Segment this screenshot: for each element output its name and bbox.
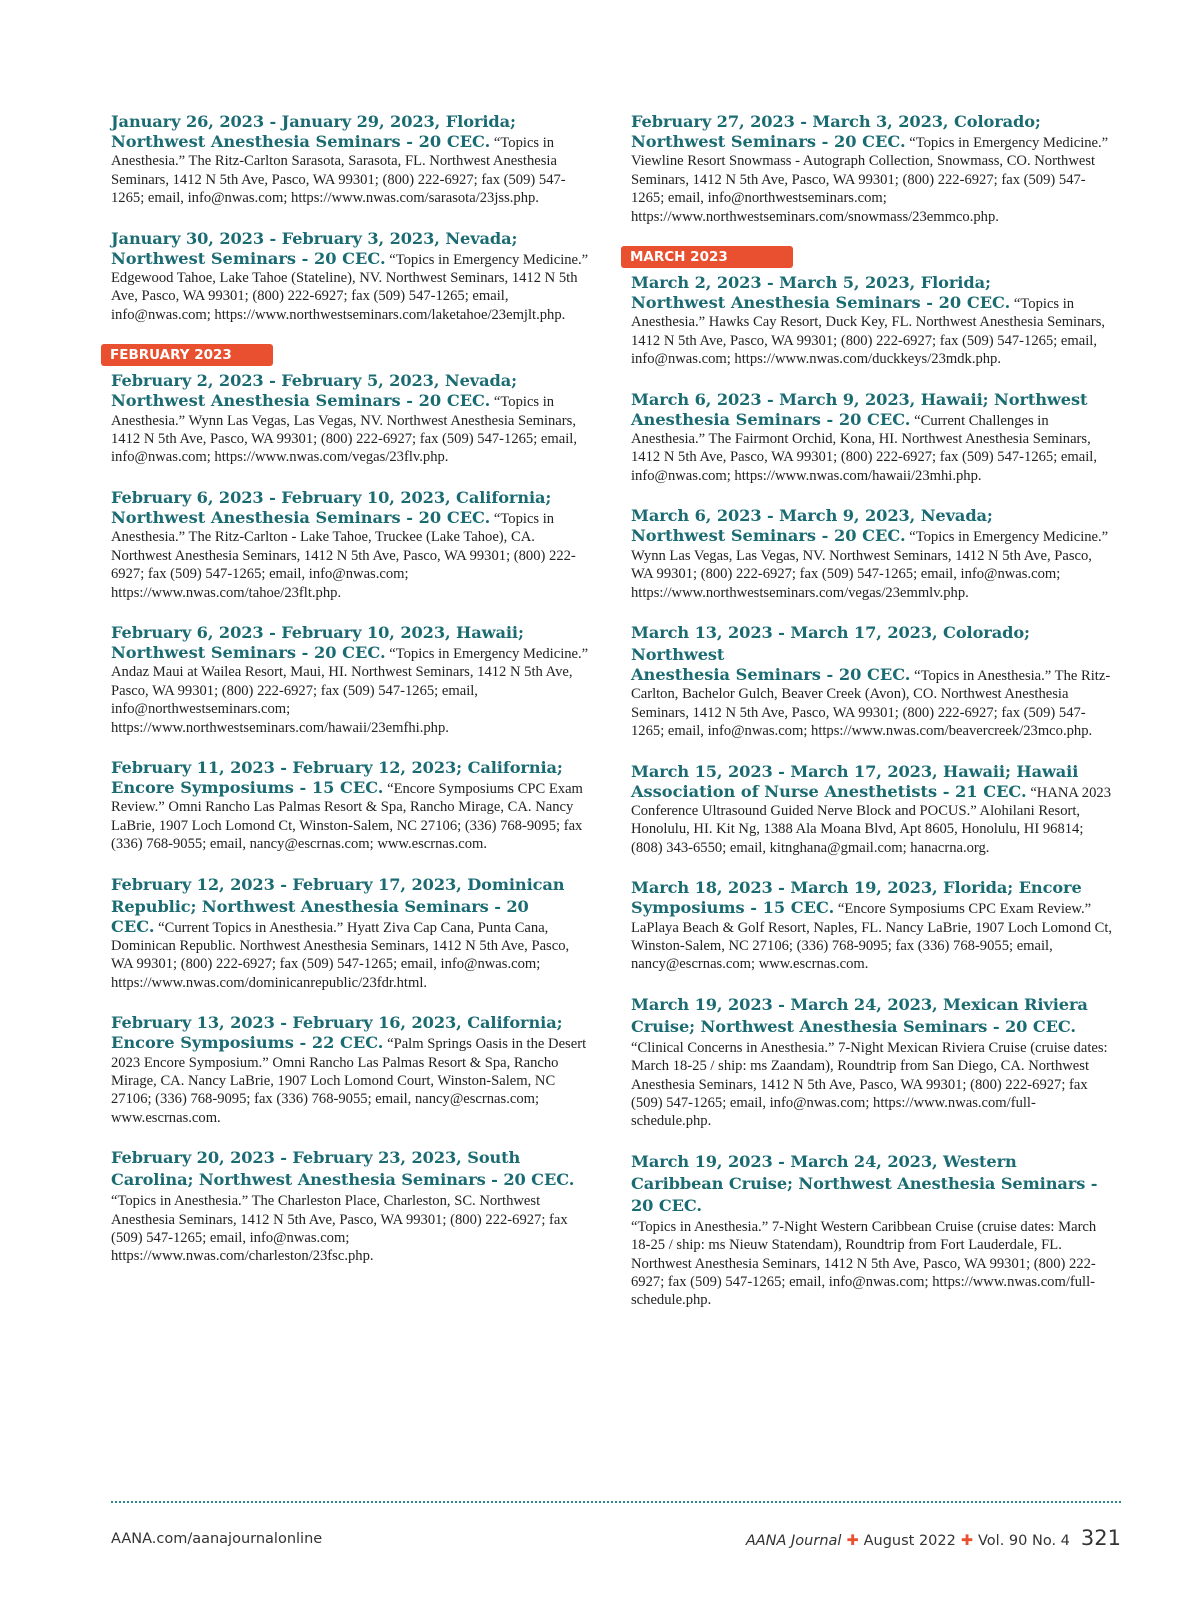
event-entry: [631, 877, 1113, 974]
event-description: “Topics in Anesthesia.” 7-Night Western Caribbean Cruise (cruise dates: March 18-25 / ship: ms Nieuw Statendam), Roundtrip from Fort Lauderdale, FL. Northwest Anesthesia Seminars, 1412 N 5th Ave, Pasco, WA 99301; (800) 222-6927; fax (509) 547-1265; email, info@nwas.com; https://www.nwas.com/full-schedule.php.: [631, 1218, 1097, 1309]
event-details: [111, 779, 593, 854]
event-heading: February 27, 2023 - March 3, 2023, Colorado;: [631, 112, 1041, 131]
event-heading: March 19, 2023 - March 24, 2023, Mexican Riviera Cruise; Northwest Anesthesia Seminars - 20 CEC.: [631, 994, 1088, 1036]
right-column: [631, 111, 1113, 1330]
event-description: “Current Challenges in Anesthesia.” The Fairmont Orchid, Kona, HI. Northwest Anesthesia Seminars, 1412 N 5th Ave, Pasco, WA 99301; (800) 222-6927; fax (509) 547-1265; email, info@nwas.com; https://www.nwas.com/hawaii/23mhi.php.: [631, 412, 1097, 484]
event-entry: [631, 111, 1113, 226]
event-provider: Association of Nurse Anesthetists - 21 CEC.: [631, 781, 1027, 801]
event-heading: March 18, 2023 - March 19, 2023, Florida; Encore: [631, 878, 1082, 898]
event-provider: Northwest Seminars - 20 CEC.: [631, 132, 906, 151]
event-heading: March 6, 2023 - March 9, 2023, Nevada;: [631, 506, 993, 526]
event-description: “Topics in Anesthesia.” Wynn Las Vegas, Las Vegas, NV. Northwest Anesthesia Seminars, 1412 N 5th Ave, Pasco, WA 99301; (800) 222-6927; fax (509) 547-1265; email, info@nwas.com; https://www.nwas.com/vegas/23flv.php.: [111, 394, 577, 466]
event-entry: [631, 761, 1113, 858]
event-description: “Clinical Concerns in Anesthesia.” 7-Night Mexican Riviera Cruise (cruise dates: March 18-25 / ship: ms Zaandam), Roundtrip from San Diego, CA. Northwest Anesthesia Seminars, 1412 N 5th Ave, Pasco, WA 99301; (800) 222-6927; fax (509) 547-1265; email, info@nwas.com; https://www.nwas.com/full-schedule.php.: [631, 1039, 1108, 1130]
event-details: [111, 509, 593, 602]
event-entry: [111, 1012, 593, 1127]
event-provider: Anesthesia Seminars - 20 CEC.: [631, 664, 911, 684]
event-heading: February 6, 2023 - February 10, 2023, California;: [111, 487, 552, 507]
event-entry: [111, 622, 593, 737]
event-entry: [631, 272, 1113, 369]
event-heading: February 20, 2023 - February 23, 2023, South Carolina; Northwest Anesthesia Seminars - 20 CEC.: [111, 1148, 575, 1190]
event-heading: March 13, 2023 - March 17, 2023, Colorado; Northwest: [631, 622, 1030, 664]
event-description: “Topics in Anesthesia.” The Ritz-Carlton Sarasota, Sarasota, FL. Northwest Anesthesia Seminars, 1412 N 5th Ave, Pasco, WA 99301; (800) 222-6927; fax (509) 547-1265; email, info@nwas.com; https://www.nwas.com/sarasota/23jss.php.: [111, 135, 566, 207]
event-description: “Topics in Anesthesia.” The Charleston Place, Charleston, SC. Northwest Anesthesia Seminars, 1412 N 5th Ave, Pasco, WA 99301; (800) 222-6927; fax (509) 547-1265; email, info@nwas.com; https://www.nwas.com/charleston/23fsc.php.: [111, 1193, 568, 1265]
event-details: [631, 411, 1113, 486]
event-description: “HANA 2023 Conference Ultrasound Guided Nerve Block and POCUS.” Alohilani Resort, Honolulu, HI. Kit Ng, 1388 Ala Moana Blvd, Apt 8605, Honolulu, HI 96814; (808) 343-6550; email, kitnghana@gmail.com; hanacrna.org.: [631, 784, 1111, 856]
event-provider: Symposiums - 15 CEC.: [631, 898, 835, 918]
footer-site-link[interactable]: AANA.com/aanajournalonline: [111, 1531, 323, 1547]
event-provider: Northwest Seminars - 20 CEC.: [111, 642, 386, 662]
event-details: [631, 1217, 1113, 1310]
event-details: [631, 899, 1113, 974]
event-heading: February 6, 2023 - February 10, 2023, Hawaii;: [111, 622, 524, 642]
event-details: [111, 392, 593, 467]
event-description: “Topics in Anesthesia.” Hawks Cay Resort, Duck Key, FL. Northwest Anesthesia Seminars, 1412 N 5th Ave, Pasco, WA 99301; (800) 222-6927; fax (509) 547-1265; email, info@nwas.com; https://www.nwas.com/duckkeys/23mdk.php.: [631, 296, 1106, 368]
event-entry: [631, 505, 1113, 602]
event-provider: Northwest Anesthesia Seminars - 20 CEC.: [111, 132, 491, 151]
event-heading: March 15, 2023 - March 17, 2023, Hawaii; Hawaii: [631, 761, 1079, 781]
event-description: “Topics in Emergency Medicine.” Edgewood Tahoe, Lake Tahoe (Stateline), NV. Northwest Seminars, 1412 N 5th Ave, Pasco, WA 99301; (800) 222-6927; fax (509) 547-1265; email, info@nwas.com; https://www.northwestseminars.com/laketahoe/23emjlt.php.: [111, 251, 589, 323]
event-details: [111, 250, 593, 325]
event-entry: [631, 389, 1113, 486]
event-details: [631, 527, 1113, 602]
left-column: [111, 111, 593, 1286]
event-description: “Topics in Emergency Medicine.” Viewline Resort Snowmass - Autograph Collection, Snowmass, CO. Northwest Seminars, 1412 N 5th Ave, Pasco, WA 99301; (800) 222-6927; fax (509) 547-1265; email, info@northwestseminars.com; https://www.northwestseminars.com/snowmass/23emmco.php.: [631, 135, 1109, 225]
event-description: “Topics in Anesthesia.” The Ritz-Carlton, Bachelor Gulch, Beaver Creek (Avon), CO. Northwest Anesthesia Seminars, 1412 N 5th Ave, Pasco, WA 99301; (800) 222-6927; fax (509) 547-1265; email, info@nwas.com; https://www.nwas.com/beavercreek/23mco.php.: [631, 667, 1111, 740]
event-description: “Encore Symposiums CPC Exam Review.” LaPlaya Beach & Golf Resort, Naples, FL. Nancy LaBrie, 1907 Loch Lomond Ct, Winston-Salem, NC 27106; (336) 768-9095; fax (336) 768-9055; email, nancy@escrnas.com; www.escrnas.com.: [631, 901, 1113, 973]
event-heading: January 30, 2023 - February 3, 2023, Nevada;: [111, 228, 518, 248]
event-entry: [631, 1151, 1113, 1310]
footer-journal-info: [746, 1526, 1121, 1550]
event-details: [631, 1038, 1113, 1131]
event-provider: Northwest Anesthesia Seminars - 20 CEC.: [111, 391, 491, 411]
plus-separator-icon: ✚: [960, 1533, 974, 1549]
event-entry: [631, 622, 1113, 741]
event-provider: Northwest Anesthesia Seminars - 20 CEC.: [111, 507, 491, 527]
event-heading: March 6, 2023 - March 9, 2023, Hawaii; Northwest: [631, 389, 1088, 409]
event-provider: Northwest Seminars - 20 CEC.: [631, 526, 906, 546]
event-entry: [111, 757, 593, 854]
event-details: [631, 666, 1113, 741]
volume-number: Vol. 90 No. 4: [978, 1533, 1070, 1549]
event-entry: [111, 487, 593, 602]
event-description: “Current Topics in Anesthesia.” Hyatt Ziva Cap Cana, Punta Cana, Dominican Republic. Northwest Anesthesia Seminars, 1412 N 5th Ave, Pasco, WA 99301; (800) 222-6927; fax (509) 547-1265; email, info@nwas.com; https://www.nwas.com/dominicanrepublic/23fdr.html.: [111, 919, 570, 991]
event-details: [111, 644, 593, 737]
event-heading: February 2, 2023 - February 5, 2023, Nevada;: [111, 371, 517, 391]
event-entry: [631, 994, 1113, 1131]
event-description: “Topics in Emergency Medicine.” Wynn Las Vegas, Las Vegas, NV. Northwest Seminars, 1412 N 5th Ave, Pasco, WA 99301; (800) 222-6927; fax (509) 547-1265; email, info@nwas.com; https://www.northwestseminars.com/vegas/23emmlv.php.: [631, 529, 1109, 601]
event-provider: CEC.: [111, 916, 155, 936]
journal-name: AANA Journal: [745, 1533, 842, 1549]
event-provider: Encore Symposiums - 22 CEC.: [111, 1033, 384, 1053]
event-description: “Topics in Emergency Medicine.” Andaz Maui at Wailea Resort, Maui, HI. Northwest Seminars, 1412 N 5th Ave, Pasco, WA 99301; (800) 222-6927; fax (509) 547-1265; email, info@northwestseminars.com; https://www.northwestseminars.com/hawaii/23emfhi.php.: [111, 645, 589, 736]
footer-dotted-rule: [111, 1501, 1121, 1503]
event-heading: March 2, 2023 - March 5, 2023, Florida;: [631, 273, 991, 293]
event-details: [631, 783, 1113, 858]
event-details: [631, 294, 1113, 369]
plus-separator-icon: ✚: [846, 1533, 859, 1549]
event-entry: [111, 1147, 593, 1266]
event-description: “Topics in Anesthesia.” The Ritz-Carlton - Lake Tahoe, Truckee (Lake Tahoe), CA. Northwest Anesthesia Seminars, 1412 N 5th Ave, Pasco, WA 99301; (800) 222-6927; fax (509) 547-1265; email, info@nwas.com; https://www.nwas.com/tahoe/23flt.php.: [111, 510, 576, 601]
event-heading: February 11, 2023 - February 12, 2023; California;: [111, 757, 563, 777]
event-entry: [111, 228, 593, 325]
event-details: [111, 918, 593, 993]
month-badge: MARCH 2023: [621, 246, 793, 268]
event-provider: Encore Symposiums - 15 CEC.: [111, 777, 384, 797]
event-description: “Palm Springs Oasis in the Desert 2023 Encore Symposium.” Omni Rancho Las Palmas Resort & Spa, Rancho Mirage, CA. Nancy LaBrie, 1907 Loch Lomond Court, Winston-Salem, NC 27106; (336) 768-9095; fax (336) 768-9055; email, nancy@escrnas.com; www.escrnas.com.: [111, 1036, 587, 1126]
event-details: [111, 1034, 593, 1127]
event-heading: March 19, 2023 - March 24, 2023, Western Caribbean Cruise; Northwest Anesthesia Seminars - 20 CEC.: [631, 1151, 1098, 1215]
event-details: [111, 133, 593, 208]
event-entry: [111, 874, 593, 993]
event-provider: Northwest Seminars - 20 CEC.: [111, 248, 386, 268]
event-heading: February 13, 2023 - February 16, 2023, California;: [111, 1013, 563, 1033]
page-number: 321: [1080, 1526, 1121, 1550]
event-description: “Encore Symposiums CPC Exam Review.” Omni Rancho Las Palmas Resort & Spa, Rancho Mirage, CA. Nancy LaBrie, 1907 Loch Lomond Ct, Winston-Salem, NC 27106; (336) 768-9095; fax (336) 768-9055; email, nancy@escrnas.com; www.escrnas.com.: [111, 780, 583, 853]
issue-date: August 2022: [863, 1533, 956, 1549]
event-entry: [111, 111, 593, 208]
event-provider: Northwest Anesthesia Seminars - 20 CEC.: [631, 293, 1011, 313]
event-details: [631, 133, 1113, 226]
event-details: [111, 1191, 593, 1266]
event-heading: January 26, 2023 - January 29, 2023, Florida;: [111, 112, 516, 131]
event-heading: February 12, 2023 - February 17, 2023, Dominican Republic; Northwest Anesthesia Seminars - 20: [111, 874, 565, 916]
event-entry: [111, 370, 593, 467]
month-badge: FEBRUARY 2023: [101, 344, 273, 366]
event-provider: Anesthesia Seminars - 20 CEC.: [631, 409, 911, 429]
